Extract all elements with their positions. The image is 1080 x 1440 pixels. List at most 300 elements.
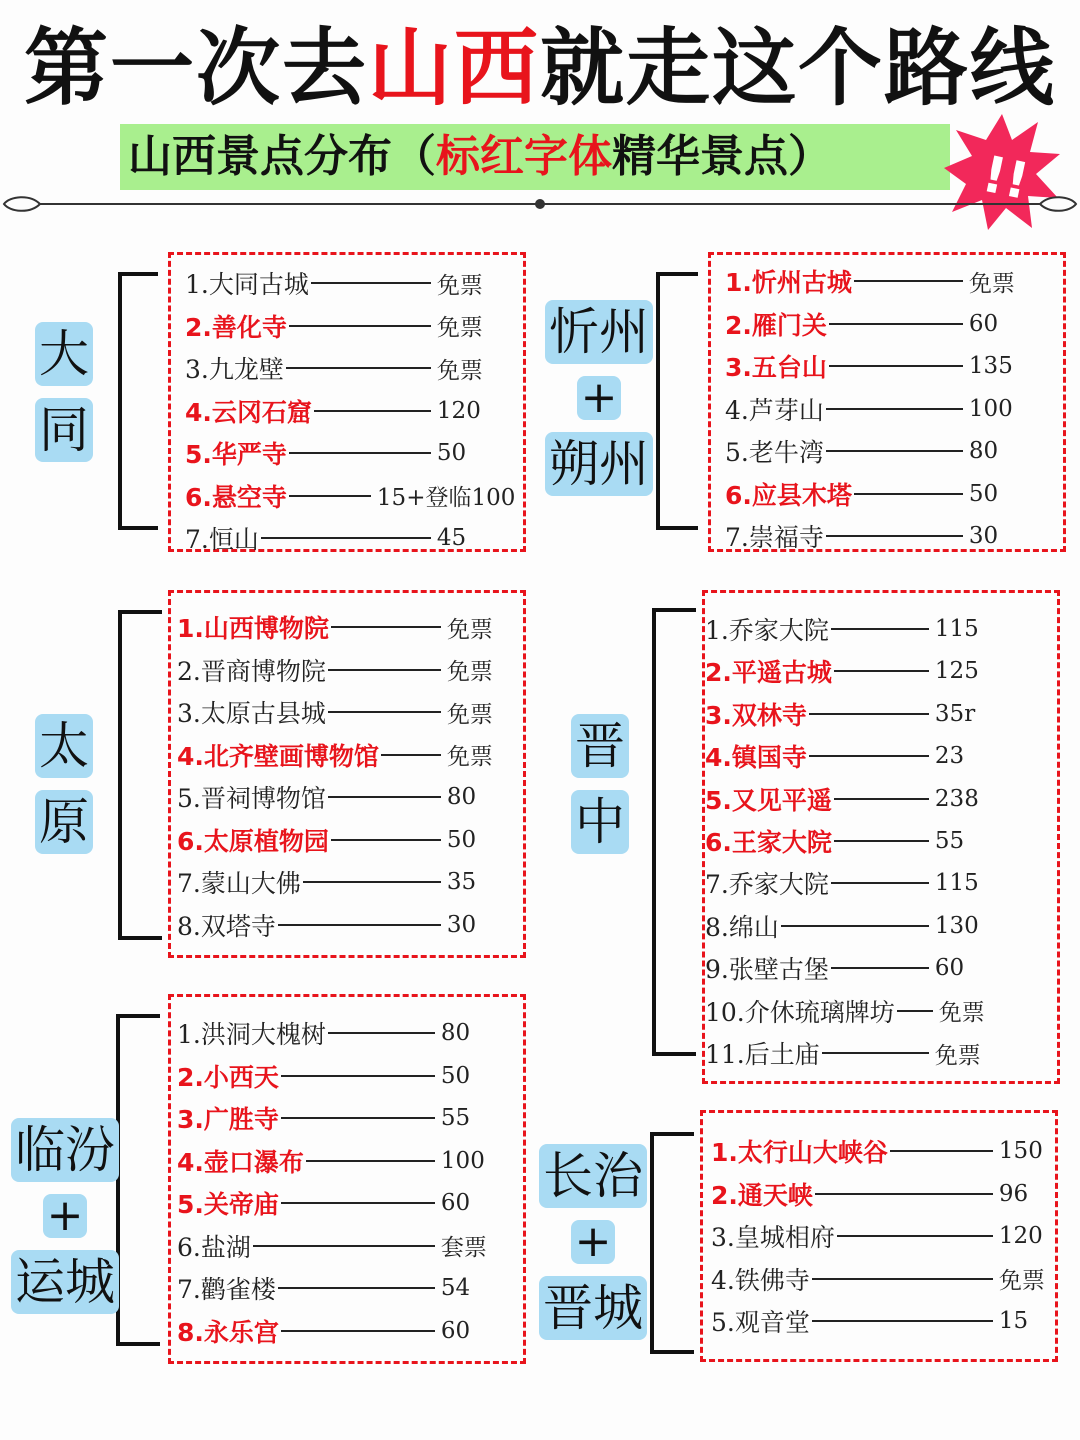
attraction-number: 7. [725, 523, 749, 552]
attraction-row [177, 1056, 476, 1096]
attraction-name: 乔家大院 [728, 616, 829, 645]
ticket-price-text: 免票 [436, 272, 483, 299]
ticket-price [435, 1229, 493, 1262]
ticket-price-text: 35 [446, 869, 477, 895]
ticket-price-text: 免票 [446, 701, 493, 728]
ticket-price [993, 1308, 1034, 1334]
attraction-row [725, 516, 1004, 556]
attraction-name: 恒山 [208, 525, 259, 554]
attraction-number: 4. [725, 395, 749, 425]
attraction-list-changzhi-jincheng [700, 1110, 1058, 1362]
leader-line [306, 1160, 435, 1162]
attraction-number: 9. [705, 955, 729, 985]
ticket-price-text: 免票 [436, 315, 483, 341]
subtitle-part1: 山西景点分布（ [128, 131, 436, 182]
attraction-name: 王家大院 [731, 828, 832, 857]
leader-line [834, 670, 929, 672]
attraction-row [725, 261, 1021, 301]
region-line: 晋 [571, 714, 629, 778]
leader-line [314, 410, 431, 412]
ticket-price [933, 994, 991, 1027]
leader-line [826, 408, 963, 410]
leader-line [289, 495, 371, 497]
leader-line [289, 452, 431, 454]
attraction-name: 观音堂 [734, 1308, 810, 1337]
ticket-price-text: 115 [934, 616, 979, 642]
attraction-row [177, 1013, 476, 1053]
ticket-price-text: 80 [968, 438, 999, 464]
ticket-price-text: 60 [440, 1190, 471, 1216]
svg-text:!!: !! [977, 144, 1034, 211]
attraction-row [185, 476, 521, 516]
attraction-row [177, 820, 482, 860]
attraction-number: 3. [177, 699, 201, 728]
leader-line [822, 1052, 929, 1054]
leader-line [812, 1278, 993, 1280]
attraction-row [177, 905, 482, 945]
attraction-row [711, 1301, 1034, 1341]
ticket-price [993, 1262, 1051, 1295]
attraction-number: 5. [725, 438, 749, 467]
leader-line [289, 325, 431, 327]
attraction-name: 广胜寺 [203, 1105, 279, 1134]
attraction-number: 2. [177, 1062, 204, 1092]
attraction-name: 崇福寺 [748, 523, 824, 552]
ticket-price-text: 50 [436, 440, 467, 466]
subtitle-banner [120, 124, 950, 190]
attraction-number: 2. [705, 658, 732, 688]
leader-line [281, 1075, 435, 1077]
attraction-number: 3. [185, 355, 209, 384]
attraction-row [177, 1141, 491, 1181]
attraction-list-linfen-yuncheng [168, 994, 526, 1364]
attraction-number: 1. [177, 614, 204, 643]
attraction-number: 7. [177, 869, 201, 898]
ticket-price [929, 658, 985, 684]
leader-line [261, 537, 431, 539]
attraction-name: 乔家大院 [728, 870, 829, 900]
section-bracket [118, 272, 158, 530]
attraction-name: 双林寺 [731, 700, 807, 730]
attraction-name: 芦芽山 [748, 395, 824, 425]
attraction-list-taiyuan [168, 590, 526, 958]
leader-line [897, 1010, 933, 1012]
page-title [0, 18, 1080, 118]
region-label-linfen-yuncheng [8, 1118, 122, 1314]
attraction-row [185, 391, 487, 431]
ticket-price-text: 55 [934, 828, 965, 854]
ticket-price [963, 523, 1004, 549]
attraction-number: 3. [177, 1105, 204, 1134]
attraction-number: 3. [711, 1223, 735, 1252]
ticket-price-text: 50 [440, 1062, 471, 1089]
attraction-row [185, 518, 472, 558]
attraction-name: 云冈石窟 [211, 397, 312, 427]
subtitle-red: 标红字体 [436, 131, 612, 182]
ticket-price [929, 913, 985, 939]
ticket-price [929, 1037, 987, 1070]
attraction-number: 1. [177, 1020, 201, 1049]
attraction-name: 雁门关 [751, 310, 827, 340]
ticket-price-text: 30 [968, 523, 999, 549]
attraction-name: 张壁古堡 [728, 955, 829, 985]
leader-line [829, 365, 963, 367]
attraction-name: 老牛湾 [748, 438, 824, 467]
ticket-price-text: 60 [968, 310, 999, 337]
ticket-price-text: 免票 [934, 1042, 981, 1069]
attraction-number: 3. [725, 353, 752, 382]
leader-line [826, 450, 963, 452]
attraction-number: 5. [177, 1190, 204, 1219]
ticket-price [435, 1275, 476, 1301]
leader-line [809, 755, 929, 757]
attraction-row [177, 735, 499, 775]
leader-line [331, 839, 441, 841]
plus-icon: + [571, 1220, 616, 1264]
ticket-price [963, 311, 1004, 337]
attraction-number: 6. [177, 1232, 201, 1262]
attraction-row [705, 991, 991, 1031]
ticket-price [441, 611, 499, 644]
ticket-price-text: 115 [934, 870, 979, 897]
attraction-name: 太原古县城 [200, 699, 326, 728]
attraction-name: 北齐壁画博物馆 [203, 741, 379, 771]
attraction-row [705, 863, 985, 903]
ticket-price-text: 80 [446, 784, 477, 810]
ticket-price-text: 80 [440, 1020, 471, 1046]
ticket-price-text: 96 [998, 1180, 1029, 1207]
section-bracket [650, 1132, 694, 1354]
ticket-price [441, 869, 482, 895]
leader-line [281, 1330, 435, 1332]
ticket-price [929, 701, 981, 727]
attraction-row [705, 779, 985, 819]
leader-line [831, 967, 929, 969]
region-line: 长治 [539, 1144, 647, 1208]
attraction-name: 悬空寺 [211, 482, 287, 512]
region-label-taiyuan [34, 714, 94, 854]
leader-line [834, 798, 929, 800]
ticket-price-text: 50 [968, 480, 999, 507]
attraction-name: 鹳雀楼 [200, 1275, 276, 1304]
ticket-price-text: 套票 [440, 1235, 487, 1261]
leader-line [278, 1287, 435, 1289]
attraction-number: 5. [711, 1308, 735, 1337]
attraction-row [725, 304, 1004, 344]
leader-line [286, 367, 431, 369]
ticket-price [441, 912, 482, 938]
attraction-name: 又见平遥 [731, 785, 832, 815]
attraction-name: 盐湖 [200, 1232, 251, 1262]
attraction-row [725, 346, 1019, 386]
attraction-number: 10. [705, 997, 745, 1027]
region-label-xinzhou-shuozhou [544, 300, 654, 496]
attraction-name: 九龙壁 [208, 355, 284, 384]
ticket-price-text: 15 [998, 1308, 1029, 1334]
attraction-row [711, 1216, 1049, 1256]
leader-line [834, 840, 929, 842]
attraction-name: 应县木塔 [751, 480, 852, 510]
ticket-price-text: 100 [968, 395, 1013, 422]
attraction-name: 大同古城 [208, 270, 309, 299]
ticket-price [441, 827, 482, 853]
ticket-price [929, 955, 970, 981]
ticket-price [441, 653, 499, 686]
ticket-price-text: 130 [934, 912, 979, 939]
plus-icon: + [43, 1194, 88, 1238]
leader-line [328, 1032, 435, 1034]
attraction-row [711, 1259, 1051, 1299]
ticket-price [963, 396, 1019, 422]
ticket-price-text: 150 [998, 1138, 1043, 1164]
attraction-name: 皇城相府 [734, 1223, 835, 1252]
ticket-price [431, 398, 487, 424]
attraction-list-xinzhou-shuozhou [708, 252, 1066, 552]
ticket-price-text: 238 [934, 785, 979, 812]
ticket-price [371, 479, 521, 512]
attraction-row [177, 1311, 476, 1351]
attraction-number: 2. [711, 1180, 738, 1210]
attraction-number: 4. [177, 741, 204, 771]
attraction-row [705, 609, 985, 649]
attraction-name: 永乐宫 [203, 1317, 279, 1347]
attraction-number: 1. [725, 268, 752, 297]
leader-line [278, 924, 441, 926]
attraction-number: 1. [711, 1138, 738, 1167]
attraction-number: 6. [705, 828, 732, 857]
ticket-price [431, 352, 489, 385]
attraction-name: 山西博物院 [203, 614, 329, 643]
ticket-price-text: 54 [440, 1275, 471, 1301]
ticket-price-text: 免票 [968, 270, 1015, 297]
attraction-row [185, 433, 472, 473]
attraction-number: 6. [185, 482, 212, 512]
ticket-price [929, 828, 970, 854]
attraction-row [177, 607, 499, 647]
attraction-name: 太行山大峡谷 [737, 1138, 888, 1167]
attraction-row [705, 906, 985, 946]
title-highlight: 山西 [367, 19, 540, 117]
attraction-row [705, 1033, 987, 1073]
leader-line [890, 1150, 993, 1152]
attraction-row [705, 651, 985, 691]
title-part2: 就走这个路线 [540, 19, 1057, 117]
leader-line [331, 626, 441, 628]
attraction-name: 铁佛寺 [734, 1265, 810, 1295]
ticket-price-text: 免票 [446, 616, 493, 643]
attraction-row [185, 348, 489, 388]
attraction-row [177, 1098, 476, 1138]
leader-line [831, 882, 929, 884]
ticket-price [993, 1181, 1034, 1207]
attraction-number: 7. [705, 870, 729, 900]
ticket-price-text: 135 [968, 353, 1013, 379]
subtitle-part2: 精华景点） [612, 131, 832, 182]
attraction-number: 2. [725, 310, 752, 340]
attraction-name: 后土庙 [744, 1040, 820, 1069]
title-part1: 第一次去 [23, 19, 368, 117]
attraction-number: 2. [185, 312, 212, 342]
section-bracket [652, 608, 696, 1056]
ticket-price [929, 786, 985, 812]
decorative-divider [0, 192, 1080, 216]
ticket-price [435, 1020, 476, 1046]
leader-line [281, 1117, 435, 1119]
leader-line [253, 1245, 435, 1247]
attraction-name: 太原植物园 [203, 826, 329, 856]
ticket-price [431, 525, 472, 551]
leader-line [328, 796, 441, 798]
attraction-number: 3. [705, 700, 732, 730]
ticket-price [435, 1190, 476, 1216]
leader-line [381, 754, 441, 756]
attraction-name: 洪洞大槐树 [200, 1020, 326, 1049]
leader-line [781, 925, 929, 927]
leader-line [837, 1235, 993, 1237]
region-line: 原 [35, 790, 93, 854]
region-line: 同 [35, 398, 93, 462]
attraction-row [185, 306, 489, 346]
region-line: 大 [35, 322, 93, 386]
attraction-name: 蒙山大佛 [200, 869, 301, 898]
ticket-price [435, 1063, 476, 1089]
attraction-row [185, 263, 489, 303]
ticket-price-text: 120 [436, 397, 481, 424]
ticket-price [435, 1318, 476, 1344]
ticket-price [435, 1148, 491, 1174]
ticket-price-text: 100 [440, 1147, 485, 1174]
ticket-price [441, 784, 482, 810]
attraction-number: 4. [185, 397, 212, 427]
attraction-number: 4. [711, 1265, 735, 1295]
attraction-row [725, 389, 1019, 429]
ticket-price-text: 免票 [998, 1268, 1045, 1294]
attraction-name: 忻州古城 [751, 268, 852, 297]
ticket-price-text: 120 [998, 1223, 1043, 1249]
ticket-price [963, 481, 1004, 507]
ticket-price [963, 353, 1019, 379]
ticket-price-text: 50 [446, 826, 477, 853]
ticket-price-text: 免票 [446, 744, 493, 770]
ticket-price [929, 743, 970, 769]
attraction-name: 晋商博物院 [200, 656, 326, 686]
attraction-name: 平遥古城 [731, 658, 832, 688]
attraction-number: 4. [177, 1147, 204, 1177]
attraction-row [705, 694, 981, 734]
attraction-number: 7. [177, 1275, 201, 1304]
attraction-number: 8. [705, 912, 729, 942]
ticket-price-text: 60 [934, 955, 965, 982]
ticket-price [431, 309, 489, 342]
attraction-number: 1. [705, 616, 729, 645]
attraction-number: 1. [185, 270, 209, 299]
attraction-name: 介休琉璃牌坊 [744, 997, 895, 1027]
attraction-list-jinzhong [702, 590, 1060, 1084]
ticket-price [993, 1223, 1049, 1249]
attraction-name: 双塔寺 [200, 911, 276, 941]
attraction-number: 6. [177, 826, 204, 856]
attraction-number: 4. [705, 743, 732, 773]
attraction-name: 善化寺 [211, 312, 287, 342]
attraction-number: 8. [177, 1317, 204, 1347]
attraction-row [725, 431, 1004, 471]
attraction-row [177, 650, 499, 690]
attraction-number: 6. [725, 480, 752, 510]
leader-line [809, 713, 929, 715]
section-bracket [118, 610, 162, 940]
region-label-changzhi-jincheng [536, 1144, 650, 1340]
leader-line [303, 881, 441, 883]
attraction-number: 5. [177, 784, 201, 813]
attraction-number: 7. [185, 525, 209, 554]
attraction-number: 2. [177, 656, 201, 686]
section-bracket [656, 272, 698, 530]
region-line: 太 [35, 714, 93, 778]
leader-line [854, 493, 963, 495]
ticket-price [435, 1105, 476, 1131]
attraction-row [725, 474, 1004, 514]
region-label-datong [34, 322, 94, 462]
ticket-price-text: 免票 [938, 1000, 985, 1027]
attraction-row [705, 948, 970, 988]
attraction-number: 11. [705, 1040, 745, 1069]
ticket-price [929, 870, 985, 896]
section-bracket [116, 1014, 160, 1346]
ticket-price-text: 23 [934, 743, 965, 770]
region-label-jinzhong [570, 714, 630, 854]
leader-line [829, 323, 963, 325]
ticket-price-text: 55 [440, 1105, 471, 1131]
ticket-price [963, 265, 1021, 298]
leader-line [328, 669, 441, 671]
leader-line [328, 711, 441, 713]
leader-line [812, 1320, 993, 1322]
attraction-name: 关帝庙 [203, 1190, 279, 1219]
attraction-row [705, 821, 970, 861]
leader-line [815, 1193, 993, 1195]
region-line: 中 [571, 790, 629, 854]
ticket-price-text: 60 [440, 1317, 471, 1344]
ticket-price-text: 15+登临100 [376, 485, 516, 511]
leader-line [826, 535, 963, 537]
region-line: 忻州 [545, 300, 653, 364]
attraction-name: 绵山 [728, 912, 779, 942]
attraction-name: 通天峡 [737, 1180, 813, 1210]
attraction-name: 五台山 [751, 353, 827, 382]
ticket-price-text: 免票 [446, 659, 493, 685]
ticket-price [993, 1138, 1049, 1164]
region-line: 晋城 [539, 1276, 647, 1340]
ticket-price-text: 125 [934, 658, 979, 685]
attraction-row [177, 1226, 493, 1266]
attraction-name: 壶口瀑布 [203, 1147, 304, 1177]
attraction-row [177, 692, 499, 732]
attraction-name: 小西天 [203, 1062, 279, 1092]
attraction-row [711, 1131, 1049, 1171]
ticket-price [963, 438, 1004, 464]
leader-line [311, 282, 431, 284]
attraction-name: 晋祠博物馆 [200, 784, 326, 813]
ticket-price-text: 30 [446, 911, 477, 938]
leader-line [281, 1202, 435, 1204]
attraction-row [177, 1183, 476, 1223]
ticket-price [441, 696, 499, 729]
attraction-list-datong [168, 252, 526, 552]
attraction-number: 8. [177, 911, 201, 941]
attraction-row [711, 1174, 1034, 1214]
region-line: 运城 [11, 1250, 119, 1314]
attraction-row [177, 862, 482, 902]
